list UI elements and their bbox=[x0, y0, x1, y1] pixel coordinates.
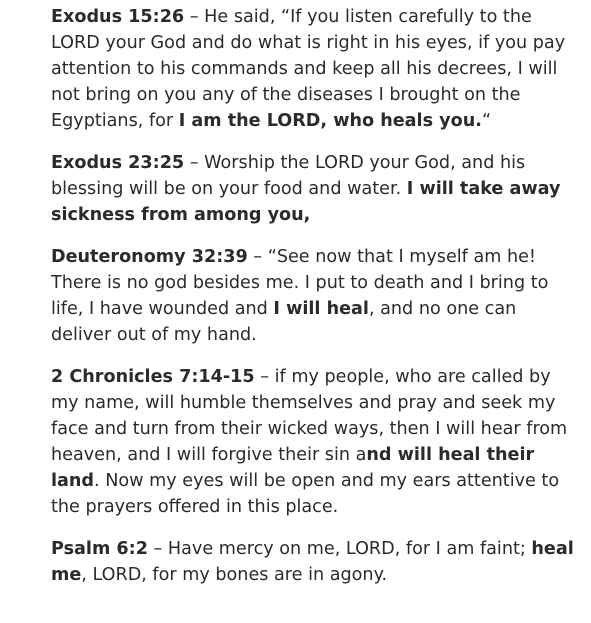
verse-deuteronomy-32-39 bbox=[51, 244, 577, 348]
verse-exodus-15-26 bbox=[51, 4, 577, 134]
verse-emphasis: I will take away sickness from among you, bbox=[51, 179, 561, 225]
verse-reference: Exodus 15:26 bbox=[51, 7, 185, 27]
verse-text-end: “ bbox=[481, 111, 492, 131]
verse-text-end: , and no one can deliver out of my hand. bbox=[51, 299, 517, 345]
verse-reference: Exodus 23:25 bbox=[51, 153, 185, 173]
verse-text-end: , LORD, for my bones are in agony. bbox=[81, 565, 388, 585]
verse-dash: – bbox=[247, 247, 268, 267]
verse-emphasis: I am the LORD, who heals you. bbox=[178, 111, 482, 131]
verse-dash: – bbox=[184, 153, 205, 173]
verse-dash: – bbox=[147, 539, 168, 559]
verse-text-end: . Now my eyes will be open and my ears attentive to the prayers offered in this place. bbox=[51, 471, 560, 517]
verse-text: “See now that I myself am he! There is no god besides me. I put to death and I bring to life, I have wounded and bbox=[51, 247, 549, 319]
verse-emphasis: nd will heal their land bbox=[51, 445, 535, 491]
verse-reference: 2 Chronicles 7:14-15 bbox=[51, 367, 255, 387]
verse-text: if my people, who are called by my name, will humble themselves and pray and seek my face and turn from their wicked ways, then I will hear from heaven, and I will forgive their sin a bbox=[51, 367, 568, 465]
verse-dash: – bbox=[184, 7, 205, 27]
verse-text: He said, “If you listen carefully to the LORD your God and do what is right in his eyes, if you pay attention to his commands and keep all his decrees, I will not bring on you any of the diseases I brought on the Egyptians, for bbox=[51, 7, 566, 131]
verse-reference: Psalm 6:2 bbox=[51, 539, 148, 559]
verse-reference: Deuteronomy 32:39 bbox=[51, 247, 248, 267]
verse-emphasis: I will heal bbox=[273, 299, 369, 319]
verse-text: Worship the LORD your God, and his blessing will be on your food and water. bbox=[51, 153, 526, 199]
verse-exodus-23-25 bbox=[51, 150, 577, 228]
verse-text: Have mercy on me, LORD, for I am faint; bbox=[167, 539, 532, 559]
verse-dash: – bbox=[254, 367, 275, 387]
verse-emphasis: heal me bbox=[51, 539, 574, 585]
verse-2-chronicles-7-14-15 bbox=[51, 364, 577, 520]
verse-psalm-6-2 bbox=[51, 536, 577, 588]
